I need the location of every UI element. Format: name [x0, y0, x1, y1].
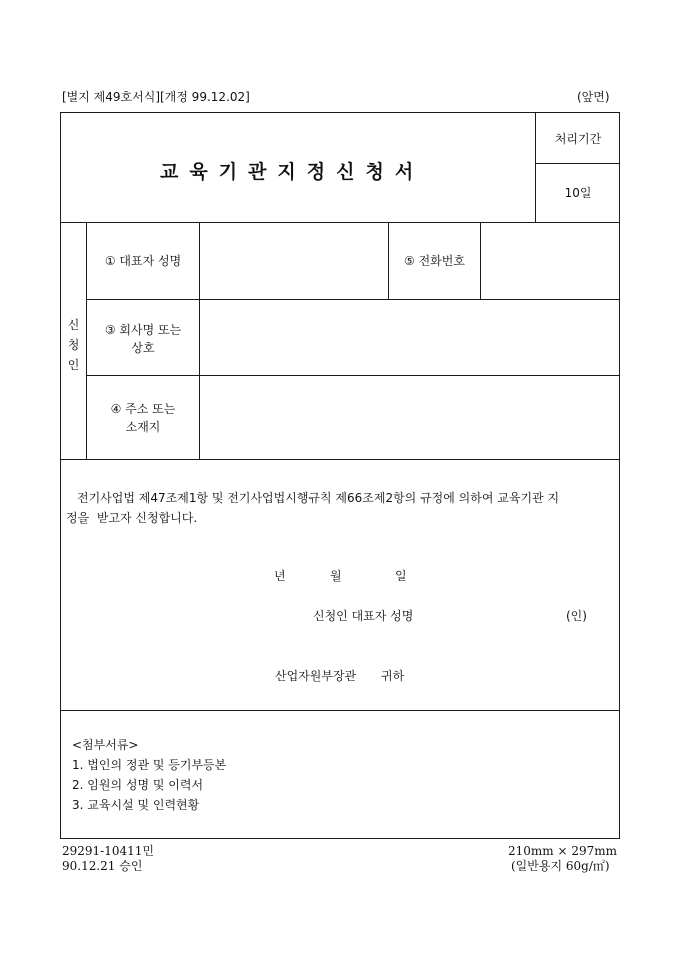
rep-name-label: ① 대표자 성명 — [104, 254, 182, 268]
approval-date: 90.12.21 승인 — [62, 859, 143, 873]
company-field[interactable] — [201, 301, 618, 374]
applicant-char-1: 신 — [67, 318, 80, 332]
attachment-item: 3. 교육시설 및 인력현황 — [72, 798, 200, 812]
phone-field[interactable] — [482, 224, 618, 298]
form-title: 교육기관지정신청서 — [160, 161, 425, 183]
company-label-line2: 상호 — [131, 341, 155, 355]
row1-divider — [86, 299, 620, 300]
applicant-divider — [60, 459, 620, 460]
date-month: 월 — [330, 569, 342, 583]
processing-divider — [535, 163, 620, 164]
date-year: 년 — [274, 569, 286, 583]
company-label — [87, 321, 199, 357]
attachments-heading: <첨부서류> — [72, 738, 139, 752]
company-label-line1: ③ 회사명 또는 — [104, 323, 182, 337]
frame-bottom — [60, 838, 620, 839]
address-label-line2: 소재지 — [125, 420, 161, 434]
page-side-label: (앞면) — [577, 90, 610, 104]
attachment-item: 2. 임원의 성명 및 이력서 — [72, 778, 204, 792]
statement-line-2: 정을 받고자 신청합니다. — [66, 511, 198, 525]
seal-mark: (인) — [566, 609, 587, 623]
processing-period-value: 10일 — [564, 186, 592, 200]
row2-divider — [86, 375, 620, 376]
label-column-border — [199, 222, 200, 459]
processing-left-border — [535, 112, 536, 222]
phone-label: ⑤ 전화번호 — [404, 254, 465, 268]
form-reference: [별지 제49호서식][개정 99.12.02] — [62, 90, 250, 104]
applicant-char-2: 청 — [67, 338, 80, 352]
applicant-group-label — [61, 315, 86, 375]
phone-label-right-border — [480, 222, 481, 299]
address-field[interactable] — [201, 377, 618, 458]
statement-line-1: 전기사업법 제47조제1항 및 전기사업법시행규칙 제66조제2항의 규정에 의하여 교육기관 지 — [77, 491, 560, 505]
statement-divider — [60, 710, 620, 711]
signer-label: 신청인 대표자 성명 — [313, 609, 414, 623]
applicant-char-3: 인 — [67, 358, 80, 372]
honorific: 귀하 — [381, 669, 405, 683]
attachment-item: 1. 법인의 정관 및 등기부등본 — [72, 758, 227, 772]
paper-size: 210mm × 297mm — [508, 844, 618, 858]
address-label-line1: ④ 주소 또는 — [110, 402, 176, 416]
title-divider — [60, 222, 620, 223]
processing-period-label: 처리기간 — [554, 132, 602, 146]
frame-top — [60, 112, 620, 113]
form-code: 29291-10411민 — [62, 844, 154, 858]
address-label — [87, 400, 199, 436]
addressee: 산업자원부장관 — [275, 669, 357, 683]
rep-name-field[interactable] — [201, 224, 387, 298]
paper-type: (일반용지 60g/㎡) — [511, 859, 610, 873]
date-day: 일 — [395, 569, 407, 583]
